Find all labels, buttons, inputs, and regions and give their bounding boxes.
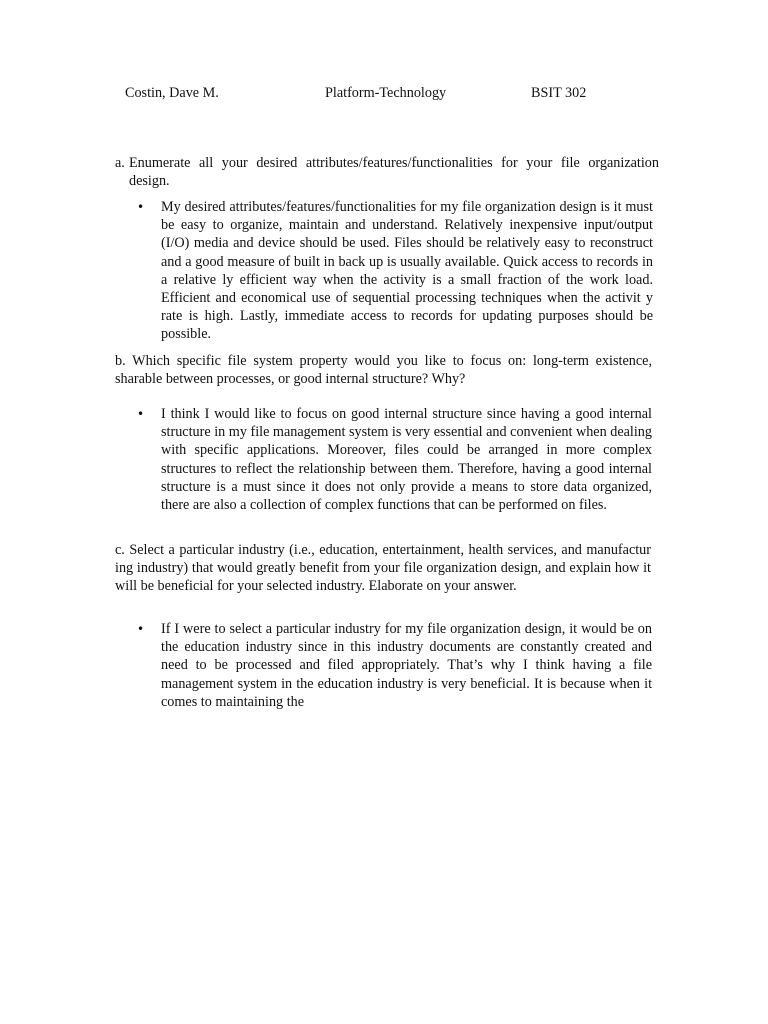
answer-c-tail: It is because when it comes to maintaining the [161,675,653,710]
question-b-label: b. [115,353,126,369]
section-code: BSIT 302 [531,85,587,101]
question-a [115,154,659,190]
question-c-label: c. [115,542,125,558]
answer-c [137,620,653,711]
bullet-icon: • [137,622,145,636]
student-name: Costin, Dave M. [125,85,219,101]
answer-a [137,198,653,344]
answer-b-text: I think I would like to focus on good internal structure since having a good internal structure in my file management system is very essential and convenient when dealing with specific applications. Moreover, files could be arranged in more complex structures to reflect the relationship between them. Therefore, having a good internal structure is a must since it does not only provide a means to store data organized, there are also a collection of complex functions that can be performed on files. [161,406,652,514]
question-b [115,352,652,388]
question-b-text: Which specific file system property would you like to focus on: long-term existence, sharable between processes, or good internal structure? Why? [115,353,652,388]
bullet-icon: • [137,200,145,214]
course-title: Platform-Technology [325,85,447,101]
question-c-text: Select a particular industry (i.e., education, entertainment, health services, and manufactur ing industry) that would greatly benefit from your file organization design, and explain how it will be beneficial for your selected industry. Elaborate on your answer. [115,542,651,595]
document-header [0,84,768,104]
question-a-text: Enumerate all your desired attributes/features/functionalities for your file organization design. [129,155,659,190]
question-a-label: a. [115,155,125,171]
question-c [115,541,651,596]
answer-a-text: My desired attributes/features/functionalities for my file organization design is it must be easy to organize, maintain and understand. Relatively inexpensive input/output (I/O) media and device should be used. Files should be relatively easy to reconstruct and a good measure of built in back up is usually available. Quick access to records in a relative ly efficient way when the activity is a small fraction of the work load. Efficient and economical use of sequential processing techniques when the activit y rate is high. Lastly, immediate access to records for updating purposes should be possible. [161,199,653,343]
answer-b [137,405,652,514]
bullet-icon: • [137,407,145,421]
answer-c-text: If I were to select a particular industry for my file organization design, it would be on the education industry since in this industry documents are constantly created and need to be processed and filed appropriately. That’s why I think having a file management system in the education industry is very beneficial. [161,621,652,692]
